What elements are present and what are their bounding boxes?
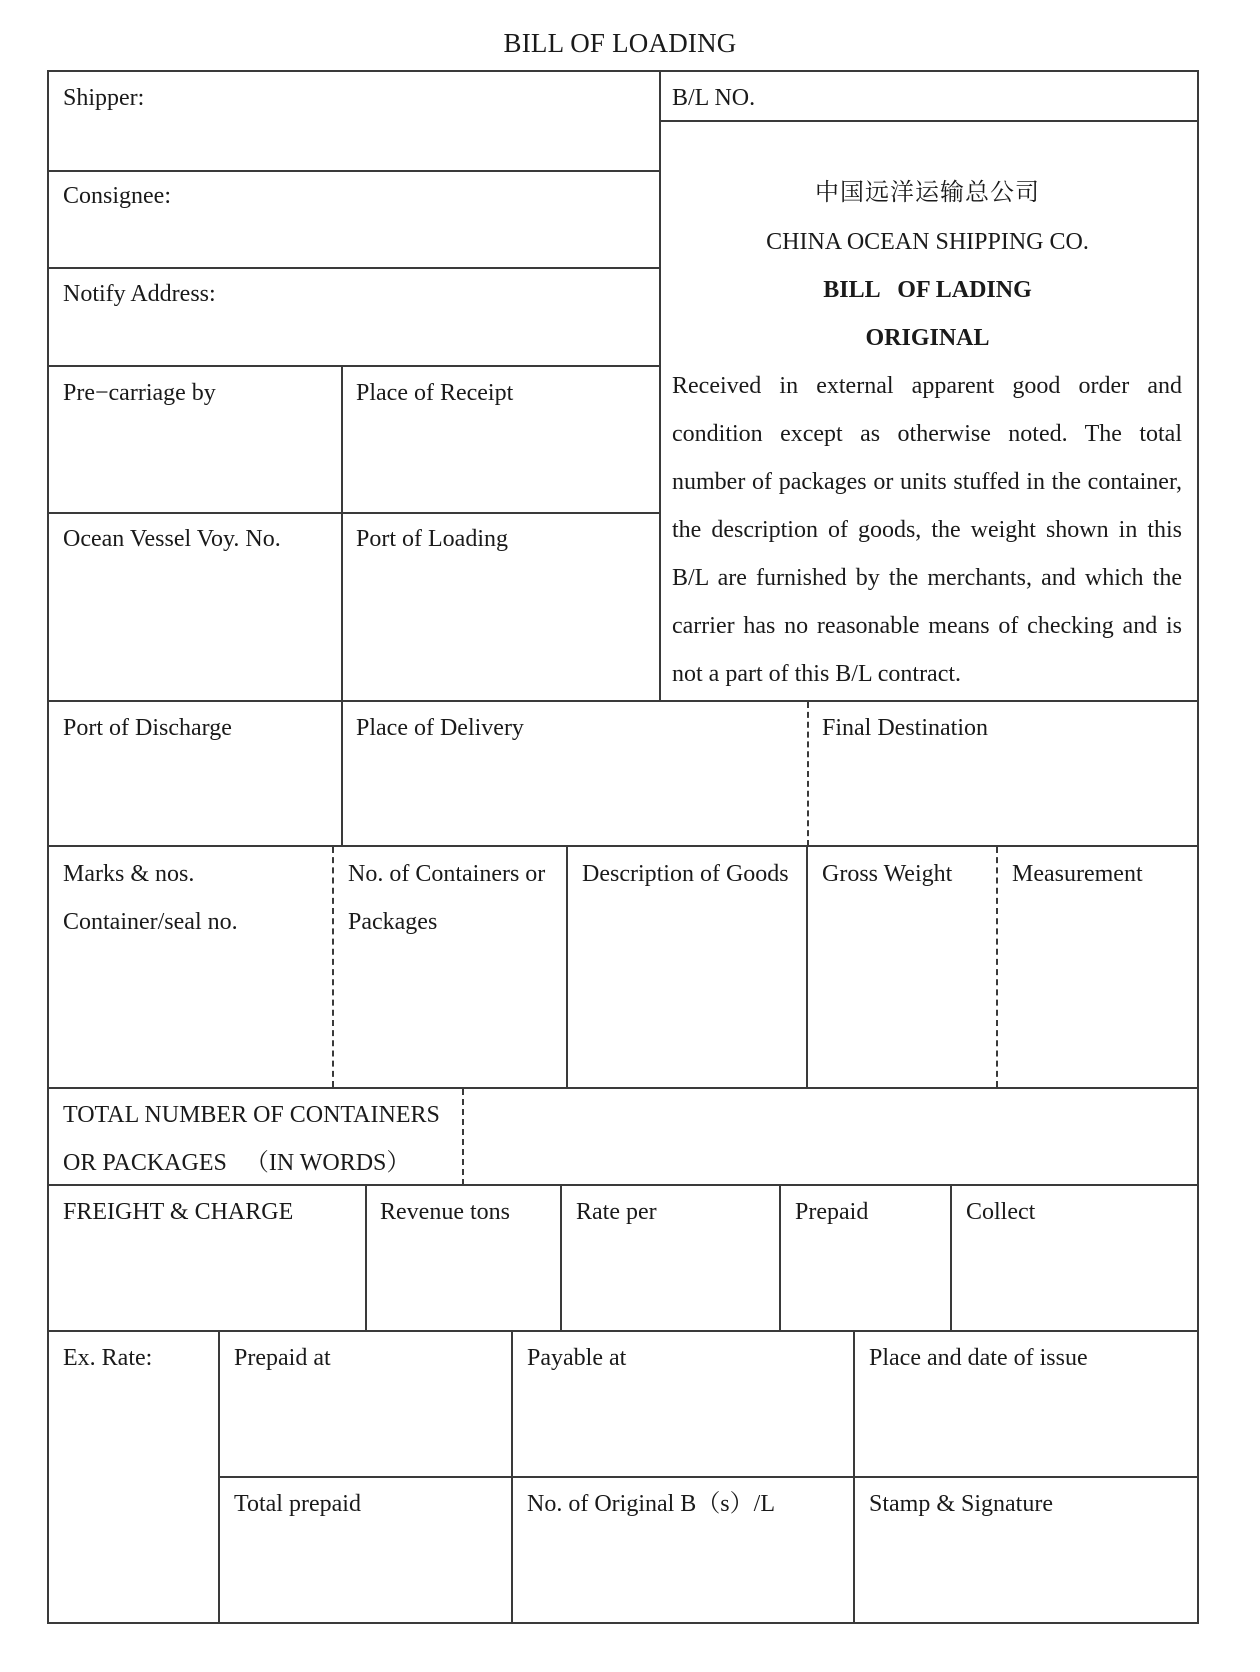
payable-at-label: Payable at bbox=[527, 1345, 627, 1371]
final-destination-label: Final Destination bbox=[822, 715, 988, 741]
doc-title: BILL OF LADING bbox=[823, 277, 1032, 303]
stamp-signature-label: Stamp & Signature bbox=[869, 1491, 1053, 1517]
revenue-tons-label: Revenue tons bbox=[380, 1199, 510, 1225]
divider-description bbox=[566, 847, 568, 1087]
divider-collect bbox=[950, 1184, 952, 1332]
total-prepaid-label: Total prepaid bbox=[234, 1491, 361, 1517]
border-left bbox=[47, 70, 49, 1624]
carrier-clause: Received in external apparent good order and condition except as otherwise noted. The total number of packages or units stuffed in the container, the description of goods, the weight shown in this B/L are furnished by the merchants, and which the carrier has no reasonable means of checking and is not a part of this B/L contract. bbox=[672, 373, 1182, 687]
divider-goods bbox=[47, 1087, 1199, 1089]
border-top bbox=[47, 70, 1199, 72]
pre-carriage-label: Pre−carriage by bbox=[63, 380, 216, 406]
divider-routing bbox=[341, 365, 343, 845]
divider-rate bbox=[560, 1184, 562, 1332]
measurement-label: Measurement bbox=[1012, 861, 1143, 887]
divider-revenue bbox=[365, 1184, 367, 1332]
divider-prepaid bbox=[779, 1184, 781, 1332]
original-label: ORIGINAL bbox=[865, 325, 990, 351]
place-date-issue-label: Place and date of issue bbox=[869, 1345, 1088, 1371]
freight-charge-label: FREIGHT & CHARGE bbox=[63, 1199, 294, 1225]
prepaid-at-label: Prepaid at bbox=[234, 1345, 331, 1371]
divider-notify bbox=[47, 365, 661, 367]
divider-issue-middle bbox=[218, 1476, 1199, 1478]
divider-receipt bbox=[47, 512, 661, 514]
dash-final-destination bbox=[807, 702, 809, 846]
rate-per-label: Rate per bbox=[576, 1199, 657, 1225]
ocean-vessel-label: Ocean Vessel Voy. No. bbox=[63, 526, 281, 552]
consignee-label: Consignee: bbox=[63, 183, 171, 209]
dash-measurement bbox=[996, 847, 998, 1087]
notify-address-label: Notify Address: bbox=[63, 281, 216, 307]
dash-marks bbox=[332, 847, 334, 1087]
containers-label-line1: No. of Containers or bbox=[348, 861, 546, 887]
place-of-receipt-label: Place of Receipt bbox=[356, 380, 514, 406]
divider-consignee bbox=[47, 267, 661, 269]
description-label: Description of Goods bbox=[582, 861, 789, 887]
place-of-delivery-label: Place of Delivery bbox=[356, 715, 524, 741]
shipper-label: Shipper: bbox=[63, 85, 145, 111]
document-title: BILL OF LOADING bbox=[503, 28, 737, 58]
port-of-loading-label: Port of Loading bbox=[356, 526, 508, 552]
marks-label-line2: Container/seal no. bbox=[63, 909, 238, 935]
port-of-discharge-label: Port of Discharge bbox=[63, 715, 232, 741]
totals-label-line1: TOTAL NUMBER OF CONTAINERS bbox=[63, 1102, 440, 1128]
containers-label-line2: Packages bbox=[348, 909, 438, 935]
ex-rate-label: Ex. Rate: bbox=[63, 1345, 153, 1371]
gross-weight-label: Gross Weight bbox=[822, 861, 953, 887]
no-original-bl-label: No. of Original B（s）/L bbox=[527, 1491, 775, 1517]
carrier-name-en: CHINA OCEAN SHIPPING CO. bbox=[766, 229, 1089, 255]
bl-no-label: B/L NO. bbox=[672, 85, 756, 111]
totals-label-line2: OR PACKAGES （IN WORDS） bbox=[63, 1150, 411, 1176]
border-right bbox=[1197, 70, 1199, 1624]
divider-gross-weight bbox=[806, 847, 808, 1087]
divider-upper-middle bbox=[659, 70, 661, 702]
divider-discharge bbox=[47, 845, 1199, 847]
collect-label: Collect bbox=[966, 1199, 1036, 1225]
dash-totals bbox=[462, 1089, 464, 1185]
divider-upper-bottom bbox=[47, 700, 1199, 702]
prepaid-label: Prepaid bbox=[795, 1199, 869, 1225]
marks-label-line1: Marks & nos. bbox=[63, 861, 195, 887]
carrier-name-cn: 中国远洋运输总公司 bbox=[815, 178, 1040, 206]
